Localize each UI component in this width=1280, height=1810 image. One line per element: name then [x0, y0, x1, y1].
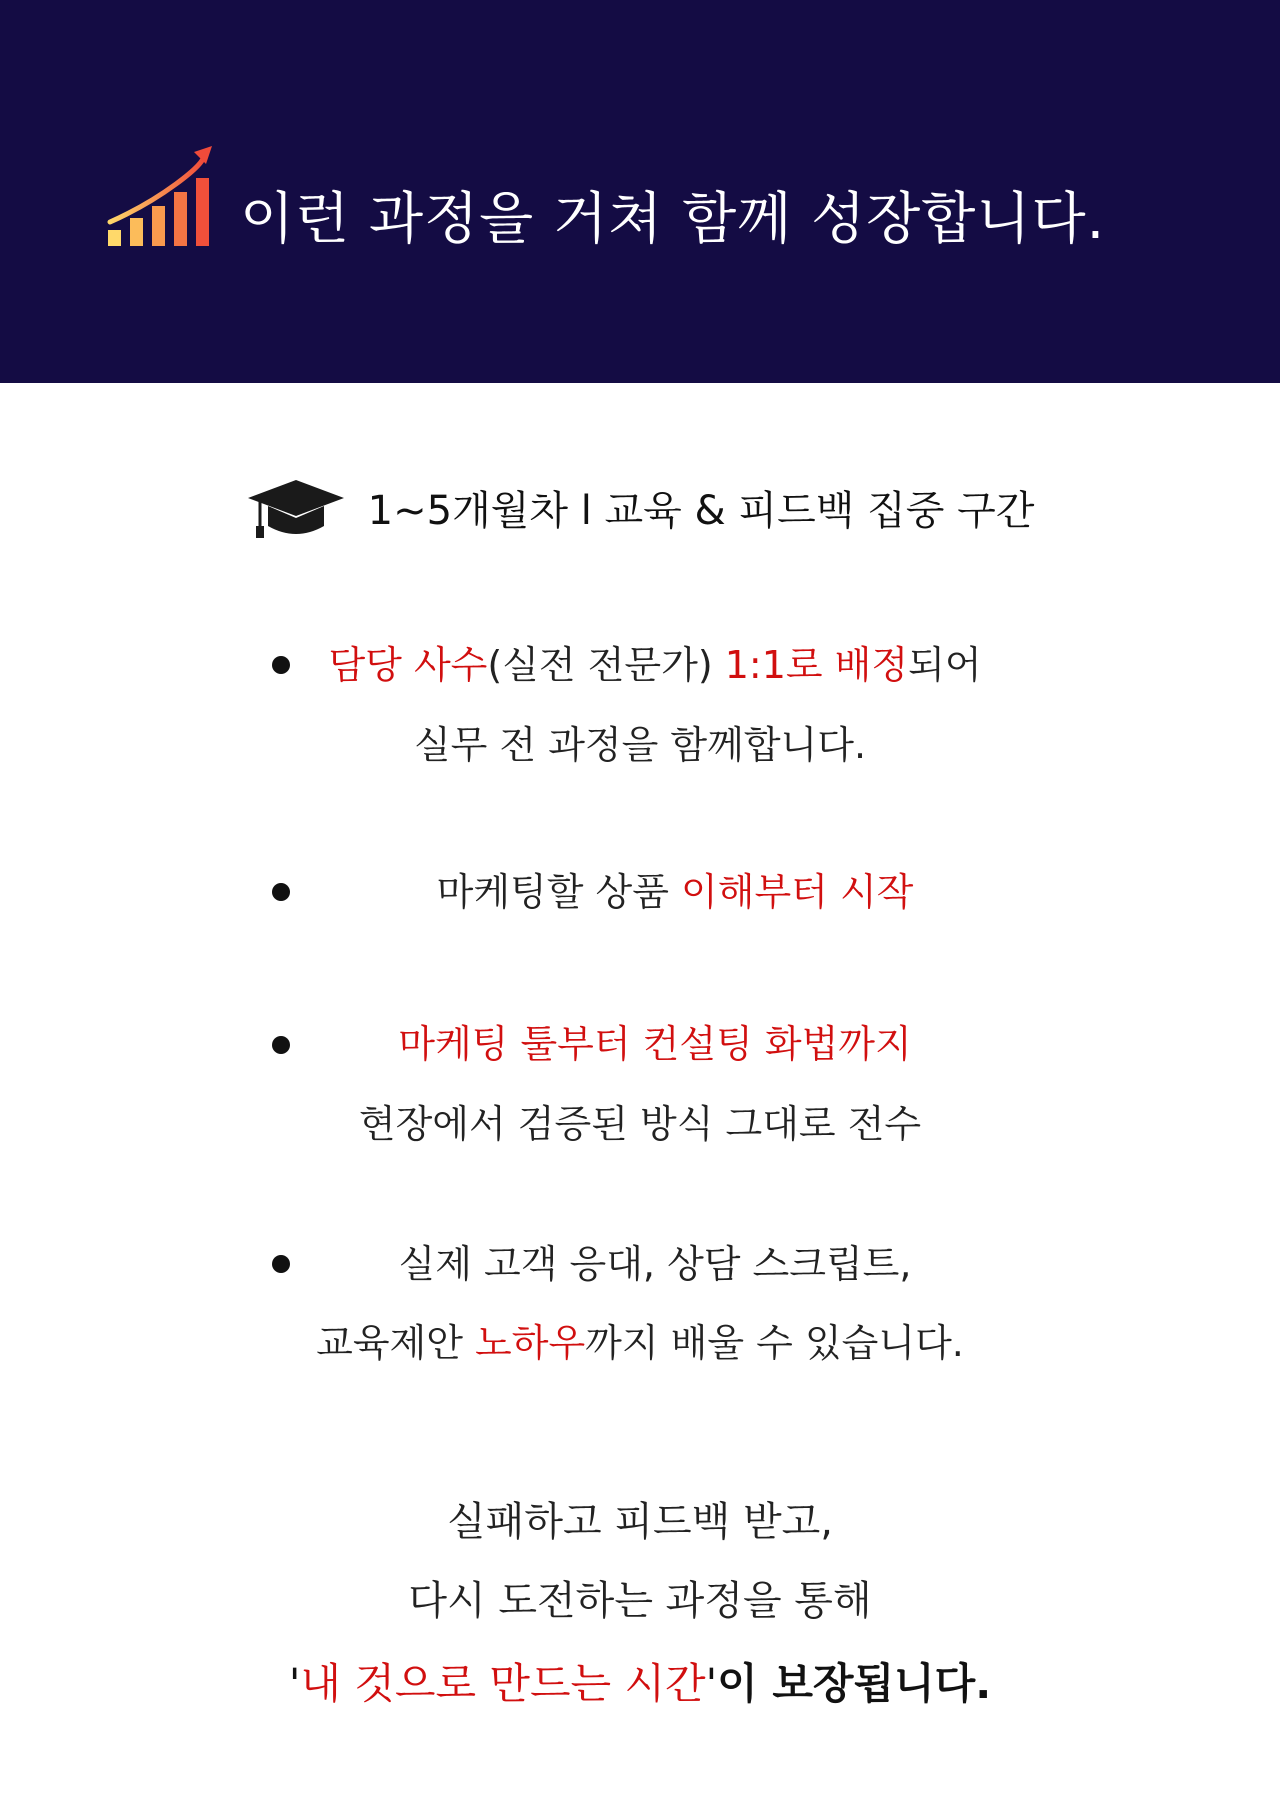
closing-highlight: 내 것으로 만드는 시간 — [300, 1659, 706, 1708]
item-1-text-expert: (실전 전문가) — [487, 643, 725, 687]
item-4-line-1: 실제 고객 응대, 상담 스크립트, — [398, 1242, 912, 1286]
closing-line-1: 실패하고 피드백 받고, — [447, 1499, 833, 1545]
item-2-line-1 — [0, 862, 1280, 922]
closing-line-3 — [0, 1651, 1280, 1717]
growth-chart-icon — [106, 144, 216, 248]
item-1-line-1 — [0, 635, 1280, 695]
section-heading-label: 1~5개월차 l 교육 & 피드백 집중 구간 — [367, 488, 1035, 534]
item-1-text-end: 되어 — [908, 643, 982, 687]
section-heading — [0, 478, 1280, 544]
item-1-highlight-mentor: 담당 사수 — [328, 643, 488, 687]
closing-rest: 이 보장됩니다. — [717, 1659, 992, 1708]
item-3-line-2: 현장에서 검증된 방식 그대로 전수 — [358, 1102, 922, 1146]
item-4-text-start: 교육제안 — [316, 1321, 476, 1365]
item-3-line-1: 마케팅 툴부터 컨설팅 화법까지 — [398, 1022, 912, 1066]
closing-close-quote: ' — [705, 1659, 718, 1708]
item-2-highlight: 이해부터 시작 — [681, 870, 914, 914]
item-4-highlight-knowhow: 노하우 — [475, 1321, 586, 1365]
item-4-line-2 — [0, 1313, 1280, 1373]
header-banner — [0, 0, 1280, 383]
graduation-cap-icon — [246, 478, 346, 544]
item-4-text-end: 까지 배울 수 있습니다. — [585, 1321, 964, 1365]
closing-line-2: 다시 도전하는 과정을 통해 — [408, 1578, 872, 1624]
item-1-highlight-assign: 1:1로 배정 — [724, 643, 909, 687]
item-2-text: 마케팅할 상품 — [436, 870, 682, 914]
page-title: 이런 과정을 거쳐 함께 성장합니다. — [240, 187, 1106, 252]
item-1-line-2: 실무 전 과정을 함께합니다. — [413, 723, 867, 767]
closing-open-quote: ' — [288, 1659, 301, 1708]
